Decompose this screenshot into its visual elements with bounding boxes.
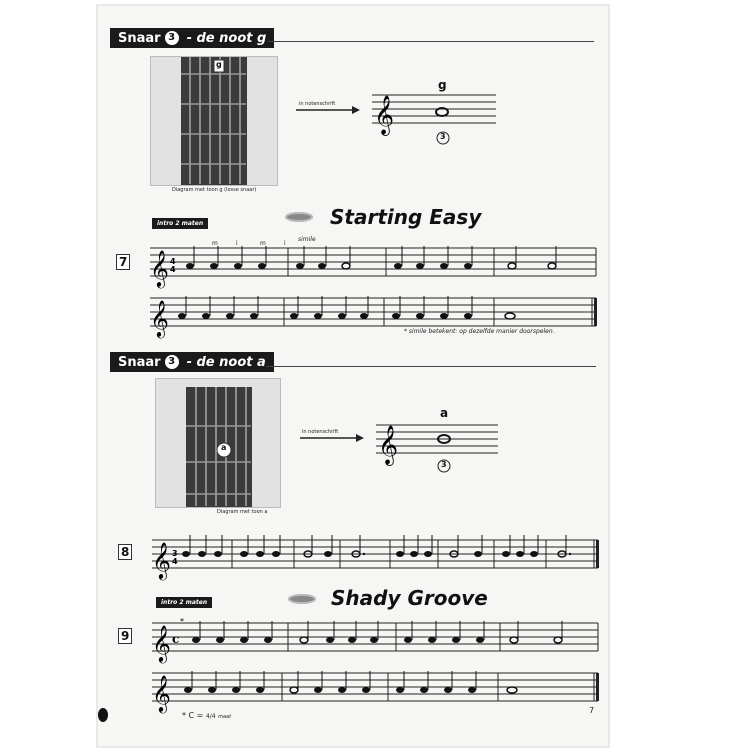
song-title: Shady Groove [331, 586, 488, 610]
diagram-caption: Diagram met toon g (losse snaar) [172, 187, 257, 193]
fingering-i: i [284, 240, 286, 247]
page-number: 7 [589, 706, 595, 715]
exercise-number: 7 [116, 254, 130, 270]
svg-text:4: 4 [170, 265, 176, 274]
svg-text:4: 4 [170, 257, 176, 266]
meter-prefix: * C = [182, 711, 206, 720]
heading-prefix: Snaar [118, 30, 161, 46]
meter-footnote: * C = 4/4 maat [182, 711, 232, 720]
song-title: Starting Easy [330, 205, 482, 229]
svg-text:𝄞: 𝄞 [152, 674, 171, 712]
svg-text:𝄞: 𝄞 [150, 249, 169, 287]
diagram-caption: Diagram met toon a [217, 509, 268, 515]
note-name-g: g [438, 78, 447, 92]
svg-text:*: * [180, 617, 184, 626]
svg-text:3: 3 [172, 549, 178, 558]
page-edge-mark [98, 708, 108, 722]
string-circle-label: 3 [440, 132, 446, 141]
svg-text:𝄞: 𝄞 [150, 299, 169, 337]
exercise-number: 9 [118, 628, 132, 644]
fingering-m: m [260, 240, 266, 247]
string-circle-label: 3 [441, 460, 447, 469]
simile-marking: simile [298, 236, 316, 243]
svg-text:𝄞: 𝄞 [152, 541, 171, 579]
heading-prefix: Snaar [118, 354, 161, 370]
diagram-marker-a: a [221, 443, 227, 452]
simile-footnote: * simile betekent: op dezelfde manier doorspelen. [404, 328, 555, 335]
svg-text:𝄞: 𝄞 [374, 95, 395, 135]
meter-footnote-text: maat [218, 714, 232, 720]
heading-suffix: - de noot a [186, 354, 266, 370]
arrow-label: in notenschrift [302, 429, 339, 435]
arrow-label: in notenschrift [299, 101, 336, 107]
exercise-number: 8 [118, 544, 132, 560]
intro-label: intro 2 maten [156, 597, 212, 608]
svg-text:𝄞: 𝄞 [378, 425, 399, 465]
fingering-i: i [236, 240, 238, 247]
heading-suffix: - de noot g [186, 30, 267, 46]
svg-text:c: c [172, 632, 180, 646]
string-number-badge: 3 [165, 355, 179, 369]
svg-text:4: 4 [172, 557, 178, 566]
note-name-a: a [440, 406, 449, 420]
intro-label: intro 2 maten [152, 218, 208, 229]
string-number-badge: 3 [165, 31, 179, 45]
fingering-m: m [212, 240, 218, 247]
diagram-marker-g: g [216, 60, 222, 69]
svg-text:𝄞: 𝄞 [152, 624, 171, 662]
